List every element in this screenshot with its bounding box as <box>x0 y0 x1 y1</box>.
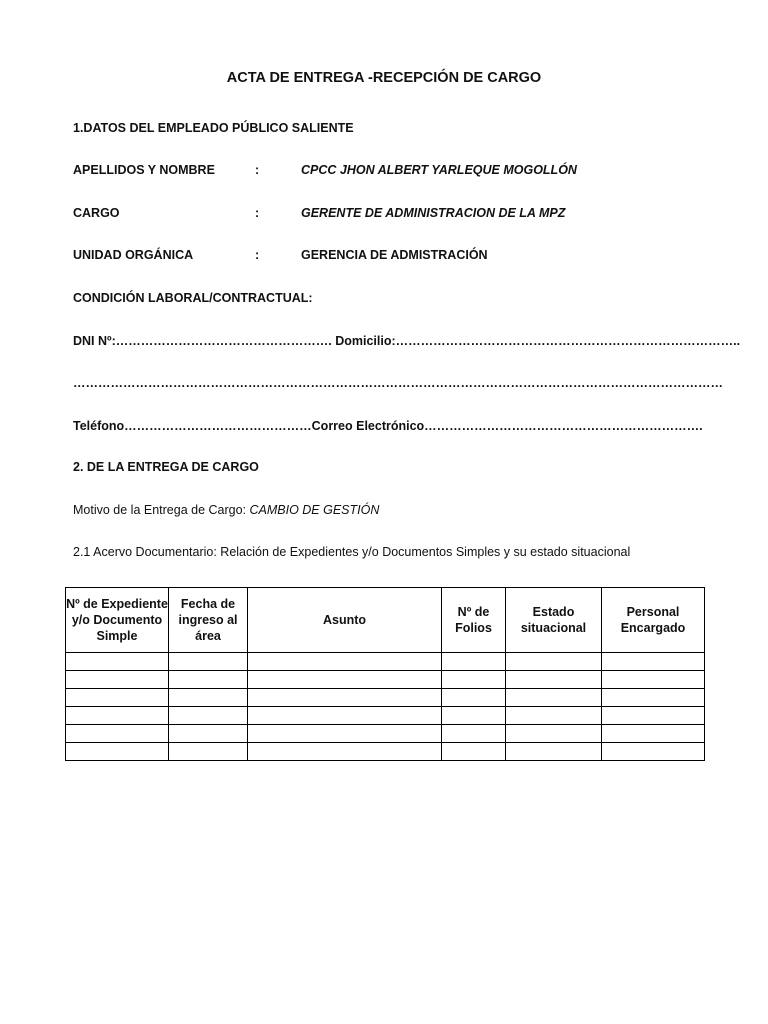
field-colon: : <box>255 248 260 262</box>
motivo-value: CAMBIO DE GESTIÓN <box>249 503 380 517</box>
table-row <box>66 725 705 743</box>
table-cell <box>442 653 506 671</box>
field-value-unidad: GERENCIA DE ADMISTRACIÓN <box>301 248 488 262</box>
table-cell <box>169 743 248 761</box>
table-cell <box>506 671 602 689</box>
table-cell <box>66 725 169 743</box>
table-cell <box>506 689 602 707</box>
table-cell <box>66 671 169 689</box>
field-label-apellidos: APELLIDOS Y NOMBRE <box>73 163 215 177</box>
header-estado: Estado situacional <box>506 588 602 653</box>
table-cell <box>248 653 442 671</box>
field-colon: : <box>255 163 260 177</box>
header-folios: Nº de Folios <box>442 588 506 653</box>
expedientes-table <box>65 587 705 761</box>
table-cell <box>602 725 705 743</box>
table-cell <box>442 689 506 707</box>
table-cell <box>602 743 705 761</box>
table-cell <box>442 671 506 689</box>
table-cell <box>602 653 705 671</box>
domicilio-continuation-line: ………………………………………………………………………………………………………………………………………… <box>73 376 723 390</box>
table-row <box>66 743 705 761</box>
table-cell <box>506 653 602 671</box>
field-value-apellidos: CPCC JHON ALBERT YARLEQUE MOGOLLÓN <box>301 163 577 177</box>
document-title: ACTA DE ENTREGA -RECEPCIÓN DE CARGO <box>226 70 542 86</box>
telefono-correo-line: Teléfono………………………………………Correo Electrónico…………………………………………………………. <box>73 419 703 433</box>
table-row <box>66 671 705 689</box>
table-header-row <box>66 588 705 653</box>
table-cell <box>169 689 248 707</box>
header-personal: Personal Encargado <box>602 588 705 653</box>
table-row <box>66 707 705 725</box>
table-row <box>66 653 705 671</box>
header-fecha: Fecha de ingreso al área <box>169 588 248 653</box>
table-cell <box>66 743 169 761</box>
table-cell <box>442 725 506 743</box>
table-cell <box>169 671 248 689</box>
header-expediente: Nº de Expediente y/o Documento Simple <box>66 588 169 653</box>
dni-domicilio-line: DNI Nº:……………………………………………. Domicilio:……………………………………………………………………….. <box>73 334 741 348</box>
table-cell <box>169 725 248 743</box>
table-cell <box>66 653 169 671</box>
field-value-cargo: GERENTE DE ADMINISTRACION DE LA MPZ <box>301 206 566 220</box>
field-label-cargo: CARGO <box>73 206 120 220</box>
table-cell <box>66 707 169 725</box>
table-cell <box>506 743 602 761</box>
table-row <box>66 689 705 707</box>
acervo-line: 2.1 Acervo Documentario: Relación de Expedientes y/o Documentos Simples y su estado situacional <box>73 545 631 559</box>
table-cell <box>248 743 442 761</box>
field-label-unidad: UNIDAD ORGÁNICA <box>73 248 194 262</box>
table-cell <box>602 689 705 707</box>
field-colon: : <box>255 206 260 220</box>
table-cell <box>248 671 442 689</box>
table-cell <box>66 689 169 707</box>
table-cell <box>169 707 248 725</box>
table-cell <box>602 671 705 689</box>
section2-heading: 2. DE LA ENTREGA DE CARGO <box>73 460 259 474</box>
table-cell <box>442 743 506 761</box>
condicion-label: CONDICIÓN LABORAL/CONTRACTUAL: <box>73 291 313 305</box>
table-cell <box>248 689 442 707</box>
table-cell <box>506 707 602 725</box>
table-cell <box>248 707 442 725</box>
table-cell <box>442 707 506 725</box>
motivo-label: Motivo de la Entrega de Cargo: <box>73 503 250 517</box>
table-cell <box>248 725 442 743</box>
header-asunto: Asunto <box>248 588 442 653</box>
section1-heading: 1.DATOS DEL EMPLEADO PÚBLICO SALIENTE <box>73 121 354 135</box>
table-cell <box>602 707 705 725</box>
table-cell <box>506 725 602 743</box>
motivo-line <box>73 503 379 517</box>
table-cell <box>169 653 248 671</box>
